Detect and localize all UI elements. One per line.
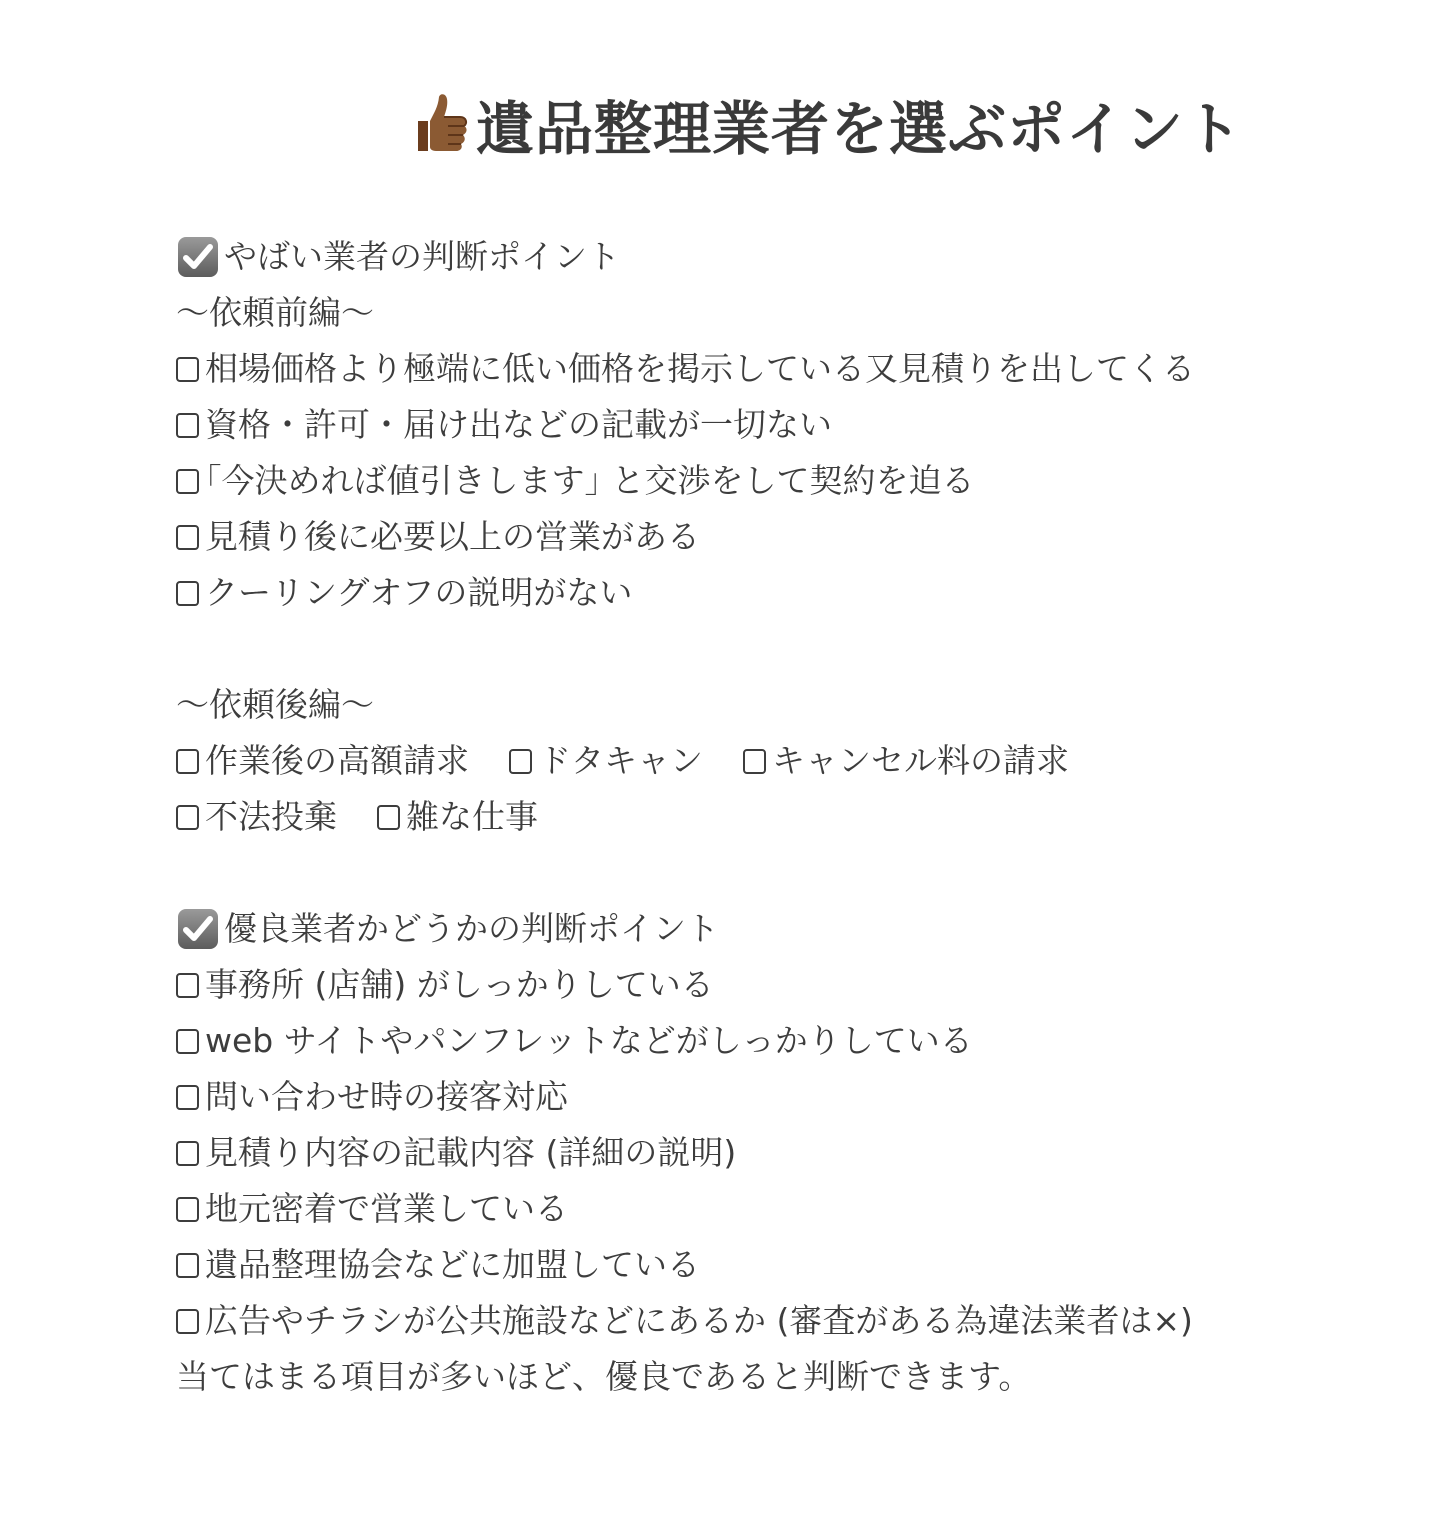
conclusion [176, 1349, 1326, 1405]
checklist-item-text: 資格・許可・届け出などの記載が一切ない [205, 405, 832, 444]
content [176, 229, 1326, 1405]
checklist-item [176, 509, 1326, 565]
checklist-item-text: 地元密着で営業している [205, 1189, 568, 1228]
checkbox-icon [176, 1029, 199, 1054]
checklist-item-text: 作業後の高額請求 [205, 741, 469, 780]
checklist-item [377, 789, 538, 845]
subsection-label-text: 〜依頼前編〜 [176, 293, 374, 332]
checklist-item [176, 1181, 1326, 1237]
checkbox-icon [176, 973, 199, 998]
checklist-item [176, 397, 1326, 453]
checklist-item [176, 341, 1326, 397]
checklist-item-text: 事務所 (店舗) がしっかりしている [205, 965, 714, 1004]
checkbox-icon [176, 1253, 199, 1278]
checklist-item [176, 789, 337, 845]
checklist-item [509, 733, 703, 789]
checkbox-icon [176, 1309, 199, 1334]
checkbox-icon [377, 805, 400, 830]
checklist-item [176, 1237, 1326, 1293]
checkmark-box-icon [176, 907, 220, 951]
checkbox-icon [176, 581, 199, 606]
checklist-item [176, 1125, 1326, 1181]
subsection-label [176, 677, 1326, 733]
checklist-item [743, 733, 1069, 789]
checklist-item [176, 453, 1326, 509]
conclusion-text: 当てはまる項目が多いほど、優良であると判断できます。 [176, 1357, 1032, 1396]
checklist-item-text: ドタキャン [538, 741, 703, 780]
checklist-item-text: 不法投棄 [205, 797, 337, 836]
checklist-item-text: 見積り内容の記載内容 (詳細の説明) [205, 1133, 737, 1172]
checkbox-icon [176, 805, 199, 830]
section-heading [176, 229, 1326, 285]
spacer [176, 621, 1326, 677]
section-heading [176, 901, 1326, 957]
title-row [408, 88, 1244, 163]
checklist-item-text: 問い合わせ時の接客対応 [205, 1077, 568, 1116]
subsection-label [176, 285, 1326, 341]
page-title: 遺品整理業者を選ぶポイント [476, 95, 1244, 163]
checklist-item-text: 相場価格より極端に低い価格を掲示している又見積りを出してくる [205, 349, 1195, 388]
checklist-item [176, 733, 469, 789]
spacer [176, 845, 1326, 901]
checkbox-icon [176, 1085, 199, 1110]
checkbox-icon [176, 1141, 199, 1166]
checkbox-icon [509, 749, 532, 774]
checklist-row [176, 789, 1326, 845]
checklist-item-text: 広告やチラシが公共施設などにあるか (審査がある為違法業者は×) [205, 1301, 1193, 1340]
checklist-item [176, 1013, 1326, 1069]
checklist-item-text: 雑な仕事 [406, 797, 538, 836]
checklist-item-text: ｢今決めれば値引きします｣ と交渉をして契約を迫る [205, 461, 975, 500]
checkmark-box-icon [176, 235, 220, 279]
checklist-item [176, 1293, 1326, 1349]
section-heading-text: 優良業者かどうかの判断ポイント [224, 909, 719, 948]
checklist-item-text: 見積り後に必要以上の営業がある [205, 517, 700, 556]
checkbox-icon [176, 749, 199, 774]
section-heading-text: やばい業者の判断ポイント [224, 237, 620, 276]
checkbox-icon [176, 413, 199, 438]
checkbox-icon [176, 1197, 199, 1222]
checklist-row [176, 733, 1326, 789]
checklist-item-text: 遺品整理協会などに加盟している [205, 1245, 700, 1284]
checklist-item-text: キャンセル料の請求 [772, 741, 1069, 780]
checklist-item-text: クーリングオフの説明がない [205, 573, 633, 612]
checkbox-icon [176, 357, 199, 382]
checklist-item [176, 565, 1326, 621]
checkbox-icon [743, 749, 766, 774]
checklist-item-text: web サイトやパンフレットなどがしっかりしている [205, 1021, 973, 1060]
thumbs-up-icon [408, 91, 470, 157]
checklist-item [176, 957, 1326, 1013]
checkbox-icon [176, 469, 199, 494]
subsection-label-text: 〜依頼後編〜 [176, 685, 374, 724]
checklist-item [176, 1069, 1326, 1125]
checkbox-icon [176, 525, 199, 550]
